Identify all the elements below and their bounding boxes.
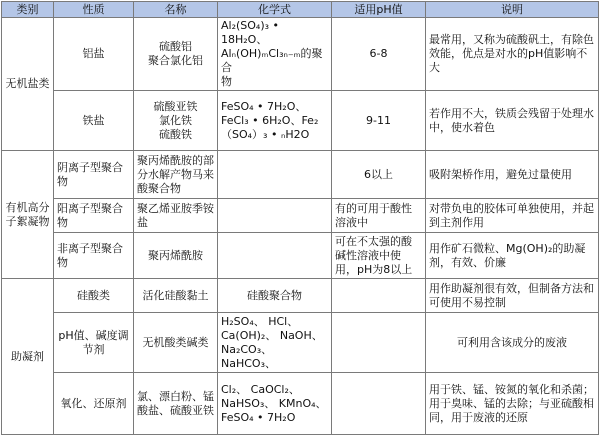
name-cell: 活化硅酸黏土	[134, 279, 218, 313]
category-cell: 有机高分子絮凝物	[2, 151, 54, 279]
header-property: 性质	[54, 2, 134, 18]
formula-cell: Al₂(SO₄)₃ • 18H₂O、 Alₙ(OH)ₘCl₃ₙ₋ₘ的聚合 物	[218, 18, 332, 91]
note-cell: 用作助凝剂很有效，但制备方法和可使用不易控制	[426, 279, 599, 313]
property-cell: 阳离子型聚合物	[54, 199, 134, 233]
note-cell: 若作用不大，铁质会残留于处理水中，使水着色	[426, 91, 599, 151]
ph-cell: 9-11	[332, 91, 426, 151]
formula-cell	[218, 199, 332, 233]
note-cell: 对带负电的胶体可单独使用，并起到主剂作用	[426, 199, 599, 233]
table-row	[2, 199, 599, 233]
category-cell: 无机盐类	[2, 18, 54, 151]
property-cell: 非离子型聚合物	[54, 233, 134, 279]
name-cell: 聚丙烯酰胺	[134, 233, 218, 279]
formula-cell: H₂SO₄、 HCl、 Ca(OH)₂、 NaOH、 Na₂CO₃、 NaHCO₃、	[218, 313, 332, 373]
table-row	[2, 373, 599, 435]
note-cell: 最常用，又称为硫酸矾土，有除色效能，优点是对水的pH值影响不大	[426, 18, 599, 91]
category-cell: 助凝剂	[2, 279, 54, 435]
table-row	[2, 91, 599, 151]
property-cell: pH值、碱度调节剂	[54, 313, 134, 373]
property-cell: 铝盐	[54, 18, 134, 91]
name-cell: 无机酸类碱类	[134, 313, 218, 373]
header-formula: 化学式	[218, 2, 332, 18]
name-cell: 聚丙烯酰胺的部分水解产物马来酸聚合物	[134, 151, 218, 199]
name-cell: 硫酸亚铁 氯化铁 硫酸铁	[134, 91, 218, 151]
ph-cell: 有的可用于酸性溶液中	[332, 199, 426, 233]
name-cell: 氯、漂白粉、锰酸盐、硫酸亚铁	[134, 373, 218, 435]
property-cell: 氧化、还原剂	[54, 373, 134, 435]
table-row	[2, 151, 599, 199]
ph-cell	[332, 313, 426, 373]
name-cell: 聚乙烯亚胺季铵盐	[134, 199, 218, 233]
table-row	[2, 233, 599, 279]
note-cell: 用作矿石微粒、Mg(OH)₂的助凝剂，有效、价廉	[426, 233, 599, 279]
table-row	[2, 313, 599, 373]
header-category: 类别	[2, 2, 54, 18]
header-name: 名称	[134, 2, 218, 18]
table-row	[2, 18, 599, 91]
header-ph: 适用pH值	[332, 2, 426, 18]
header-row	[2, 2, 599, 18]
formula-cell	[218, 233, 332, 279]
ph-cell: 6-8	[332, 18, 426, 91]
header-note: 说明	[426, 2, 599, 18]
formula-cell	[218, 151, 332, 199]
table-row	[2, 279, 599, 313]
property-cell: 铁盐	[54, 91, 134, 151]
note-cell: 吸附架桥作用，避免过量使用	[426, 151, 599, 199]
property-cell: 阴离子型聚合物	[54, 151, 134, 199]
ph-cell	[332, 279, 426, 313]
note-cell: 用于铁、锰、铵氮的氧化和杀菌；用于臭味、锰的去除；与亚硫酸相同，用于废液的还原	[426, 373, 599, 435]
formula-cell: 硅酸聚合物	[218, 279, 332, 313]
ph-cell: 6以上	[332, 151, 426, 199]
ph-cell	[332, 373, 426, 435]
property-cell: 硅酸类	[54, 279, 134, 313]
ph-cell: 可在不太强的酸碱性溶液中使用，pH为8以上	[332, 233, 426, 279]
formula-cell: FeSO₄ • 7H₂O、 FeCl₃ • 6H₂O、Fe₂ （SO₄）₃ • ₙH2O	[218, 91, 332, 151]
note-cell: 可利用含该成分的废液	[426, 313, 599, 373]
name-cell: 硫酸铝 聚合氯化铝	[134, 18, 218, 91]
flocculant-table	[1, 1, 599, 435]
formula-cell: Cl₂、 CaOCl₂、 NaHSO₃、 KMnO₄、 FeSO₄ • 7H₂O	[218, 373, 332, 435]
